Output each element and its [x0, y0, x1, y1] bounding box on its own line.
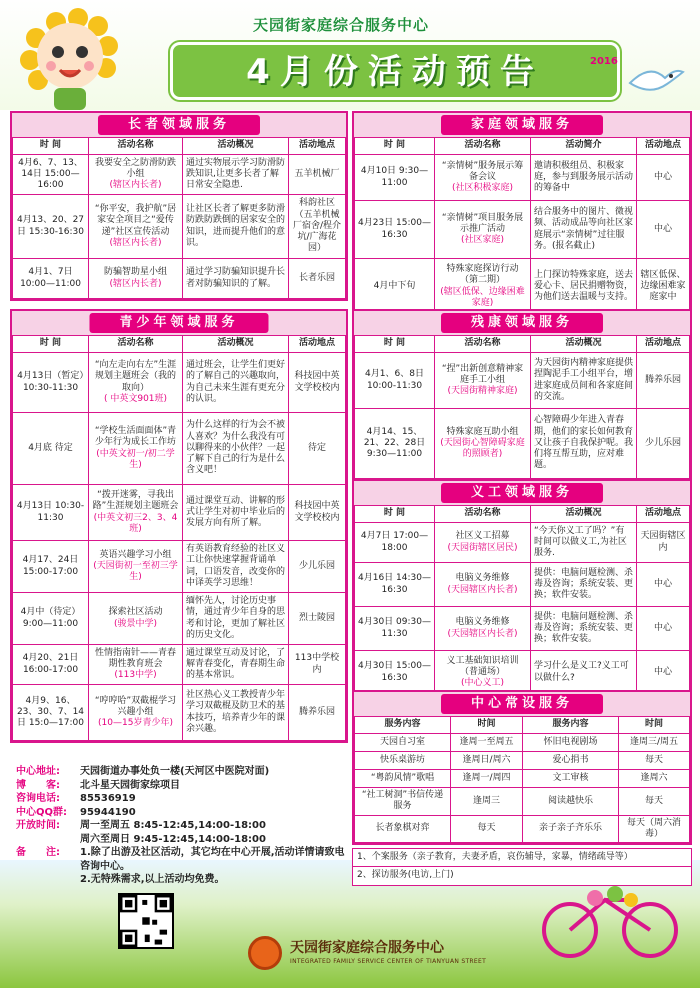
cell-service: 怀旧电视剧场 — [523, 734, 619, 752]
table-row — [355, 259, 690, 315]
cell-service: 长者象棋对弈 — [355, 815, 451, 843]
col-time: 时间 — [451, 717, 523, 734]
cell-place: 五羊机械厂 — [289, 155, 346, 195]
youth-section — [10, 309, 348, 743]
cell-time: 4月30日 15:00—16:30 — [355, 651, 435, 695]
table-row — [13, 155, 346, 195]
cell-name: 特殊家庭互助小组 (天园街心智障碍家庭的照顾者) — [435, 409, 531, 479]
col-desc: 活动概况 — [531, 506, 637, 523]
table-row — [355, 563, 690, 607]
cell-time: 每天（周六消毒） — [619, 815, 690, 843]
table-row — [355, 201, 690, 259]
table-row — [13, 413, 346, 485]
cell-desc: 缅怀先人，讨论历史事情，通过青少年自身的思考和讨论，更加了解社区的历史文化。 — [183, 593, 289, 645]
cell-name: “亲情树”项目服务展示推广活动 (社区家庭) — [435, 201, 531, 259]
cell-desc: 心智障碍少年进入青春期，他们的家长如何教育又让孩子自我保护呢。我们将互帮互助，应对难题。 — [531, 409, 637, 479]
cell-time: 4月16日 14:30—16:30 — [355, 563, 435, 607]
cell-desc: 提供：电脑问题检测、杀毒及咨询；系统安装、更换；软件安装。 — [531, 607, 637, 651]
table-row — [355, 409, 690, 479]
rehab-section — [352, 309, 692, 481]
col-service: 服务内容 — [523, 717, 619, 734]
rehab-table — [354, 335, 690, 479]
org-name: 天园街家庭综合服务中心 — [253, 16, 430, 34]
cell-place: 科韵社区（五羊机械厂宿舍/程介坑/广海花园） — [289, 195, 346, 259]
youth-table — [12, 335, 346, 741]
col-name: 活动名称 — [435, 336, 531, 353]
footer-org-english: INTEGRATED FAMILY SERVICE CENTER OF TIANYUAN STREET — [290, 958, 487, 965]
cell-time: 逢周一至周五 — [451, 734, 523, 752]
cell-desc: 邀请积极组员、积极家庭，参与到服务展示活动的筹备中 — [531, 155, 637, 201]
cell-time: 4月9、16、23、30、7、14日 15:0—17:00 — [13, 685, 89, 741]
section-heading: 义工领域服务 — [441, 483, 603, 503]
cell-desc: 通过课堂互动及讨论，了解青春变化，青春期生命的基本常识。 — [183, 645, 289, 685]
table-row — [355, 607, 690, 651]
cell-name: “捏”出新创意精神家庭手工小组 (天园街精神家庭) — [435, 353, 531, 409]
cell-time: 逢周六 — [619, 770, 690, 788]
cell-name: 电脑义务维修 (天园辖区内长者) — [435, 607, 531, 651]
flower-bicycle-icon — [535, 880, 685, 960]
cell-place: 烈士陵园 — [289, 593, 346, 645]
cell-name: 性情指南针——青春期性教育班会 (113中学) — [89, 645, 183, 685]
qr-code-icon — [118, 893, 174, 949]
cell-place: 中心 — [637, 201, 690, 259]
table-row — [13, 353, 346, 413]
cell-name: “亲情树”服务展示筹备会议 (社区积极家庭) — [435, 155, 531, 201]
col-time: 时 间 — [13, 138, 89, 155]
cell-desc: 通过班会，让学生们更好的了解自己的兴趣取向，为自己未来生涯有更充分的认识。 — [183, 353, 289, 413]
cell-time: 逢周三 — [451, 788, 523, 816]
cell-place: 辖区低保、边缘困难家庭家中 — [637, 259, 690, 315]
phone-label: 咨询电话: — [16, 793, 60, 804]
year-label: 2016 — [590, 56, 618, 67]
address-value: 天园街道办事处负一楼(天河区中医院对面) — [80, 766, 270, 777]
cell-service: 快乐桌游坊 — [355, 752, 451, 770]
cell-time: 4月6、7、13、14日 15:00—16:00 — [13, 155, 89, 195]
footer-org-name: 天园街家庭综合服务中心 — [290, 940, 444, 956]
list-item: 1、个案服务（亲子教育，夫妻矛盾，哀伤辅导，家暴，情绪疏导等） — [353, 849, 691, 867]
col-name: 活动名称 — [435, 138, 531, 155]
col-desc: 活动简介 — [531, 138, 637, 155]
cell-desc: “今天你义工了吗？”有时间可以做义工,为社区服务. — [531, 523, 637, 563]
cell-time: 4月中（待定） 9:00—11:00 — [13, 593, 89, 645]
table-row — [355, 788, 690, 816]
section-heading: 残康领域服务 — [441, 313, 603, 333]
section-heading: 青少年领域服务 — [89, 313, 268, 333]
table-row — [355, 155, 690, 201]
cell-time: 逢周日/周六 — [451, 752, 523, 770]
qq-label: 中心QQ群: — [16, 806, 68, 818]
cell-name: 义工基础知识培训（普通场） (中心义工) — [435, 651, 531, 695]
cell-time: 4月20、21日 16:00-17:00 — [13, 645, 89, 685]
cell-name: “你平安，我护航”居家安全项目之“爱传递”社区宣传活动 (辖区内长者) — [89, 195, 183, 259]
table-row — [355, 734, 690, 752]
col-place: 活动地点 — [637, 506, 690, 523]
col-name: 活动名称 — [89, 336, 183, 353]
cell-time: 每天 — [619, 752, 690, 770]
cell-desc: 上门探访特殊家庭，送去爱心卡、居民捐赠物资，为他们送去温暖与支持。 — [531, 259, 637, 315]
cell-desc: 社区热心义工教授青少年学习双截棍及防卫术的基本技巧，培养青少年的课余兴趣。 — [183, 685, 289, 741]
volunteer-table — [354, 505, 690, 695]
cell-time: 4月30日 09:30—11:30 — [355, 607, 435, 651]
cell-place: 腾养乐园 — [637, 353, 690, 409]
cell-place: 待定 — [289, 413, 346, 485]
col-desc: 活动概况 — [183, 336, 289, 353]
cell-desc: 有英语教育经验的社区义工让你快速掌握背诵单词，口语发音，改变你的中译英学习思维！ — [183, 541, 289, 593]
section-heading: 中心常设服务 — [441, 694, 603, 714]
hours-label: 开放时间: — [16, 820, 60, 831]
cell-time: 4月23日 15:00—16:30 — [355, 201, 435, 259]
col-service: 服务内容 — [355, 717, 451, 734]
cell-place: 中心 — [637, 563, 690, 607]
cell-service: 文工审核 — [523, 770, 619, 788]
cell-name: “学校生活面面体”青少年行为成长工作坊 (中英文初一/初二学生) — [89, 413, 183, 485]
family-table — [354, 137, 690, 315]
blog-value: 北斗星天园街家综项目 — [80, 779, 180, 791]
table-row — [13, 593, 346, 645]
table-row — [355, 651, 690, 695]
cell-time: 4月底 待定 — [13, 413, 89, 485]
col-desc: 活动概况 — [531, 336, 637, 353]
col-place: 活动地点 — [637, 336, 690, 353]
col-time: 时 间 — [355, 138, 435, 155]
page-title: 4月份活动预告 — [246, 52, 544, 92]
cell-place: 长者乐园 — [289, 259, 346, 299]
cell-time: 4月中下旬 — [355, 259, 435, 315]
cell-time: 4月13日 10:30-11:30 — [13, 485, 89, 541]
cell-place: 中心 — [637, 651, 690, 695]
col-time: 时间 — [619, 717, 690, 734]
table-row — [13, 195, 346, 259]
regular-section — [352, 690, 692, 845]
col-name: 活动名称 — [89, 138, 183, 155]
cell-place: 天园街辖区内 — [637, 523, 690, 563]
table-row — [355, 523, 690, 563]
table-row — [13, 645, 346, 685]
blog-label: 博 客: — [16, 779, 60, 791]
cell-desc: 通过学习防骗知识提升长者对防骗知识的了解。 — [183, 259, 289, 299]
table-row — [355, 752, 690, 770]
cell-place: 少儿乐园 — [637, 409, 690, 479]
cell-time: 4月13、20、27日 15:30-16:30 — [13, 195, 89, 259]
title-banner — [170, 42, 620, 100]
cell-place: 少儿乐园 — [289, 541, 346, 593]
bird-icon — [625, 58, 685, 98]
cell-desc: 结合服务中的图片、微视频、活动成品等向社区家庭展示“亲情树”过往服务。(报名截止) — [531, 201, 637, 259]
elderly-table — [12, 137, 346, 299]
cell-place: 腾养乐园 — [289, 685, 346, 741]
cell-name: “哼哼哈”双截棍学习兴趣小组 (10—15岁青少年) — [89, 685, 183, 741]
cell-time: 4月1、7日 10:00—11:00 — [13, 259, 89, 299]
col-place: 活动地点 — [637, 138, 690, 155]
table-row — [13, 259, 346, 299]
elderly-section — [10, 111, 348, 301]
list-item: 2、探访服务(电访,上门) — [357, 870, 454, 881]
table-row — [13, 485, 346, 541]
cell-time: 4月7日 17:00—18:00 — [355, 523, 435, 563]
col-time: 时 间 — [355, 336, 435, 353]
table-row — [355, 815, 690, 843]
cell-name: 我要安全之防滑防跌小组 (辖区内长者) — [89, 155, 183, 195]
cell-name: “向左走向右左”生涯规划主题班会（我的取向） ( 中英文901班) — [89, 353, 183, 413]
cell-name: 英语兴趣学习小组 (天园街初一至初三学生) — [89, 541, 183, 593]
cell-name: 防骗智助星小组 (辖区内长者) — [89, 259, 183, 299]
col-desc: 活动概况 — [183, 138, 289, 155]
cell-time: 4月13日（暂定）10:30-11:30 — [13, 353, 89, 413]
cell-service: “社工树洞”书信传递服务 — [355, 788, 451, 816]
cell-service: 亲子亲子齐乐乐 — [523, 815, 619, 843]
cell-time: 4月1、6、8日 10:00-11:30 — [355, 353, 435, 409]
table-row — [355, 770, 690, 788]
section-heading: 长者领域服务 — [98, 115, 260, 135]
cell-time: 逢周一/周四 — [451, 770, 523, 788]
cell-time: 4月17、24日 15:00-17:00 — [13, 541, 89, 593]
cell-service: 爱心捐书 — [523, 752, 619, 770]
cell-place: 中心 — [637, 607, 690, 651]
cell-time: 逢周三/周五 — [619, 734, 690, 752]
cell-desc: 让社区长者了解更多防滑防跌防跌倒的居家安全的知识，进而提升他们的意识。 — [183, 195, 289, 259]
volunteer-section — [352, 479, 692, 697]
cell-place: 科技园中英文学校校内 — [289, 485, 346, 541]
note-1: 1.除了出游及社区活动，其它均在中心开展,活动详情请致电咨询中心。 — [80, 847, 345, 872]
org-logo-icon — [248, 936, 282, 970]
cell-time: 每天 — [619, 788, 690, 816]
cell-service: “粤韵风情”歌唱 — [355, 770, 451, 788]
cell-time: 每天 — [451, 815, 523, 843]
sunflower-mascot-icon — [8, 8, 138, 113]
cell-name: 特殊家庭探访行动（第二期） (辖区低保、边缘困难家庭) — [435, 259, 531, 315]
address-label: 中心地址: — [16, 766, 60, 777]
cell-time: 4月10日 9:30—11:00 — [355, 155, 435, 201]
note-2: 2.无特殊需求,以上活动均免费。 — [80, 874, 225, 885]
note-label: 备 注: — [16, 847, 60, 858]
col-place: 活动地点 — [289, 138, 346, 155]
cell-name: 电脑义务维修 (天园辖区内长者) — [435, 563, 531, 607]
table-row — [13, 685, 346, 741]
cell-name: 社区义工招募 (天园街辖区居民) — [435, 523, 531, 563]
cell-name: 探索社区活动 (骏景中学) — [89, 593, 183, 645]
hours-weekday: 周一至周五 8:45-12:45,14:00-18:00 — [80, 820, 266, 831]
cell-place: 科技园中英文学校校内 — [289, 353, 346, 413]
cell-service: 天园自习室 — [355, 734, 451, 752]
family-section — [352, 111, 692, 317]
cell-desc: 提供：电脑问题检测、杀毒及咨询；系统安装、更换；软件安装。 — [531, 563, 637, 607]
table-row — [13, 541, 346, 593]
col-name: 活动名称 — [435, 506, 531, 523]
regular-table — [354, 716, 690, 843]
col-time: 时 间 — [355, 506, 435, 523]
cell-desc: 通过实物展示学习防滑防跌知识,让更多长者了解日常安全隐患. — [183, 155, 289, 195]
cell-place: 113中学校内 — [289, 645, 346, 685]
cell-desc: 为天园街内精神家庭提供捏陶泥手工小组平台，增进家庭成员间和各家庭间的交流。 — [531, 353, 637, 409]
phone-value: 85536919 — [80, 793, 136, 804]
col-time: 时 间 — [13, 336, 89, 353]
cell-name: “拨开迷雾，寻我出路”生涯规划主题班会 (中英文初三2、3、4班) — [89, 485, 183, 541]
col-place: 活动地点 — [289, 336, 346, 353]
qq-value: 95944190 — [80, 806, 136, 818]
hours-weekend: 周六至周日 9:45-12:45,14:00-18:00 — [80, 833, 266, 845]
cell-desc: 通过课堂互动、讲解的形式让学生对初中毕业后的发展方向有所了解。 — [183, 485, 289, 541]
cell-time: 4月14、15、21、22、28日 9:30—11:00 — [355, 409, 435, 479]
center-info — [16, 765, 350, 887]
cell-place: 中心 — [637, 155, 690, 201]
cell-desc: 为什么这样的行为会不被人喜欢？为什么我没有可以聊得来的小伙伴？一起了解下自己的行为是什么含义吧！ — [183, 413, 289, 485]
table-row — [355, 353, 690, 409]
section-heading: 家庭领域服务 — [441, 115, 603, 135]
cell-service: 阅读越快乐 — [523, 788, 619, 816]
cell-desc: 学习什么是义工?义工可以做什么? — [531, 651, 637, 695]
